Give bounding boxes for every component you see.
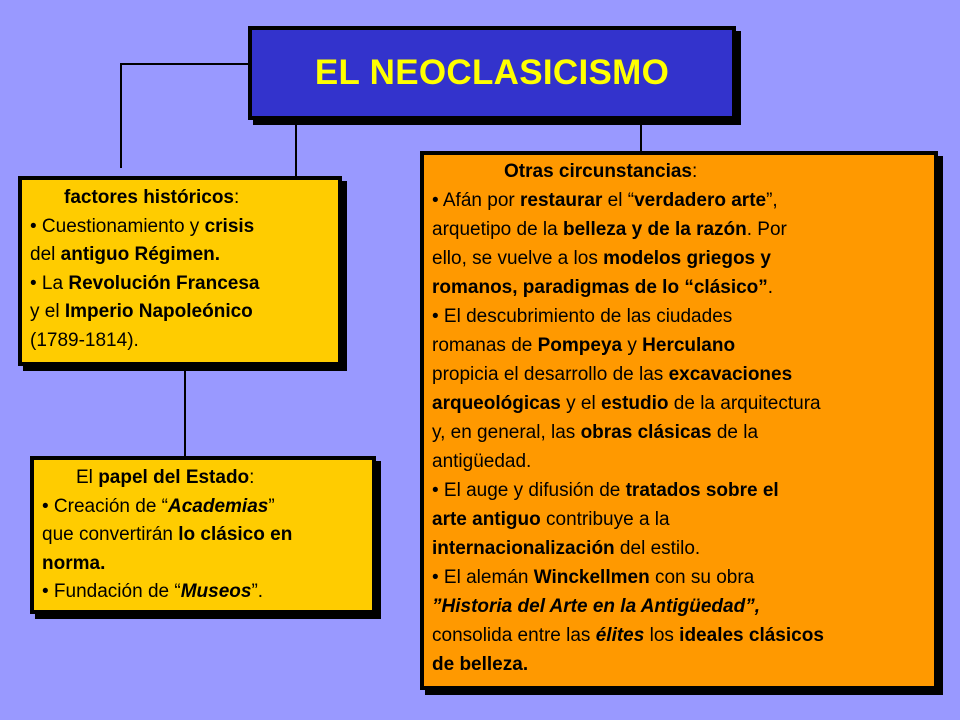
otras-circunstancias-box [420, 151, 938, 690]
otras-bullet-4: • El alemán Winckellmen con su obra ”Historia del Arte en la Antigüedad”, consolida entre las élites los ideales clásicos de belleza. [432, 567, 824, 675]
connector-factores-to-estado [184, 366, 186, 456]
factores-heading: factores históricos: [64, 187, 240, 208]
factores-bullet-2: • La Revolución Francesa y el Imperio Napoleónico (1789-1814). [30, 272, 260, 351]
otras-bullet-2: • El descubrimiento de las ciudades romanas de Pompeya y Herculano propicia el desarrollo de las excavaciones arqueológicas y el estudio de la arquitectura y, en general, las obras clásicas de la antigüedad. [432, 306, 821, 472]
otras-heading: Otras circunstancias: [504, 161, 698, 182]
title-box [248, 26, 736, 120]
estado-bullet-2: • Fundación de “Museos”. [42, 581, 264, 602]
estado-heading: El papel del Estado: [76, 467, 255, 488]
factores-bullet-1: • Cuestionamiento y crisis del antiguo Régimen. [30, 215, 255, 265]
otras-bullet-3: • El auge y difusión de tratados sobre el arte antiguo contribuye a la internacionalización del estilo. [432, 480, 779, 559]
connector-title-to-otras [640, 120, 642, 151]
estado-bullet-1: • Creación de “Academias” que convertirán lo clásico en norma. [42, 495, 293, 574]
otras-bullet-1: • Afán por restaurar el “verdadero arte”, arquetipo de la belleza y de la razón. Por ello, se vuelve a los modelos griegos y romanos, paradigmas de lo “clásico”. [432, 190, 787, 298]
connector-title-to-factores [295, 120, 297, 176]
papel-estado-box [30, 456, 376, 614]
page-title: EL NEOCLASICISMO [314, 53, 670, 92]
connector-title-left-vertical [120, 63, 122, 168]
factores-historicos-box [18, 176, 342, 366]
connector-title-left-horizontal [120, 63, 250, 65]
